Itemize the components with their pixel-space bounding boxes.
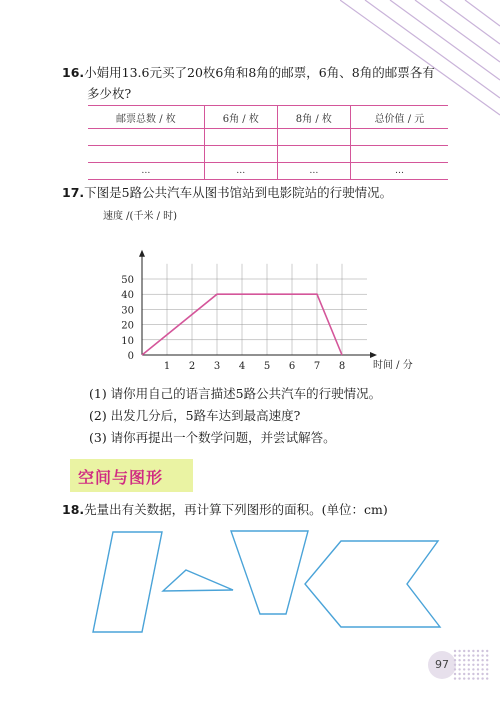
decorative-dot	[477, 654, 479, 656]
decorative-dot	[481, 673, 483, 675]
decorative-dot	[463, 673, 465, 675]
question-16-line2: 多少枚?	[87, 86, 132, 101]
decorative-dot	[454, 650, 456, 652]
x-tick-label: 6	[288, 361, 296, 372]
decorative-dot	[468, 650, 470, 652]
decorative-dot	[454, 659, 456, 661]
decorative-dot	[472, 650, 474, 652]
decorative-dot	[481, 654, 483, 656]
decorative-dot	[458, 650, 460, 652]
decorative-dot	[477, 650, 479, 652]
decorative-dot	[463, 659, 465, 661]
decorative-dot	[481, 668, 483, 670]
decorative-dot	[481, 664, 483, 666]
x-tick-label: 3	[213, 361, 221, 372]
table-cell: …	[350, 163, 448, 180]
decorative-dot	[472, 664, 474, 666]
question-number: 18.	[62, 502, 85, 517]
decorative-dot	[486, 664, 488, 666]
decorative-dot	[468, 664, 470, 666]
y-axis-label: 速度 /(千米 / 时)	[103, 211, 178, 222]
table-cell: …	[88, 163, 204, 180]
x-tick-label: 7	[313, 361, 321, 372]
decorative-dot	[472, 654, 474, 656]
trapezoid-shape	[231, 531, 308, 614]
arrow-hexagon-shape	[305, 541, 440, 627]
decorative-dot	[463, 650, 465, 652]
decorative-dot	[458, 668, 460, 670]
decorative-dot	[454, 673, 456, 675]
decorative-dot	[472, 673, 474, 675]
triangle-shape	[163, 570, 233, 591]
decorative-dot	[486, 668, 488, 670]
decorative-dot	[486, 650, 488, 652]
parallelogram-shape	[93, 532, 162, 632]
decorative-dot	[463, 677, 465, 679]
table-cell: …	[204, 163, 277, 180]
decorative-dot	[477, 673, 479, 675]
decorative-dot	[458, 673, 460, 675]
decorative-dot	[454, 664, 456, 666]
y-tick-label: 10	[121, 335, 134, 347]
decorative-dot	[477, 677, 479, 679]
decorative-dot	[458, 677, 460, 679]
decorative-dot	[463, 664, 465, 666]
page-number: 97	[428, 651, 456, 679]
decorative-dot	[468, 659, 470, 661]
x-axis-label: 时间 / 分	[373, 360, 413, 371]
decorative-dot	[486, 673, 488, 675]
decorative-dot	[458, 664, 460, 666]
decorative-dot	[486, 677, 488, 679]
question-text: 小娟用13.6元买了20枚6角和8角的邮票，6角、8角的邮票各有	[84, 65, 435, 80]
decorative-dot	[454, 677, 456, 679]
y-tick-label: 50	[121, 275, 134, 286]
table-header: 邮票总数 / 枚	[88, 106, 204, 129]
decorative-dot	[472, 659, 474, 661]
decorative-dot	[458, 654, 460, 656]
table-cell: …	[277, 163, 350, 180]
y-tick-label: 40	[121, 290, 134, 302]
decorative-dot	[477, 664, 479, 666]
decorative-dot	[477, 659, 479, 661]
decorative-dot	[472, 668, 474, 670]
question-text: 下图是5路公共汽车从图书馆站到电影院站的行驶情况。	[84, 185, 393, 200]
decorative-dot	[486, 659, 488, 661]
decorative-dot	[468, 677, 470, 679]
decorative-dot	[477, 668, 479, 670]
y-tick-label: 20	[121, 320, 134, 332]
section-title: 空间与图形	[78, 468, 164, 487]
decorative-dot	[468, 668, 470, 670]
y-tick-label: 30	[121, 305, 134, 317]
decorative-dot	[463, 654, 465, 656]
page-number-dots	[452, 648, 492, 682]
decorative-dot	[472, 677, 474, 679]
subquestion-2: (2) 出发几分后，5路车达到最高速度?	[89, 408, 301, 423]
decorative-dot	[458, 659, 460, 661]
table-header: 总价值 / 元	[350, 106, 448, 129]
decorative-dot	[481, 659, 483, 661]
decorative-dot	[486, 654, 488, 656]
x-tick-label: 5	[263, 361, 271, 372]
x-tick-label: 4	[238, 361, 246, 372]
subquestion-1: (1) 请你用自己的语言描述5路公共汽车的行驶情况。	[89, 386, 382, 401]
x-tick-label: 8	[338, 361, 346, 372]
decorative-dot	[468, 673, 470, 675]
question-number: 17.	[62, 185, 85, 200]
decorative-dot	[454, 668, 456, 670]
question-number: 16.	[62, 65, 85, 80]
decorative-dot	[468, 654, 470, 656]
table-header: 6角 / 枚	[204, 106, 277, 129]
question-text: 先量出有关数据，再计算下列图形的面积。(单位：cm)	[84, 502, 388, 517]
decorative-dot	[463, 668, 465, 670]
table-header: 8角 / 枚	[277, 106, 350, 129]
x-tick-label: 1	[163, 361, 171, 372]
decorative-dot	[454, 654, 456, 656]
subquestion-3: (3) 请你再提出一个数学问题，并尝试解答。	[89, 430, 336, 445]
decorative-dot	[481, 677, 483, 679]
y-tick-label: 0	[127, 351, 134, 362]
decorative-dot	[481, 650, 483, 652]
x-tick-label: 2	[188, 361, 196, 372]
